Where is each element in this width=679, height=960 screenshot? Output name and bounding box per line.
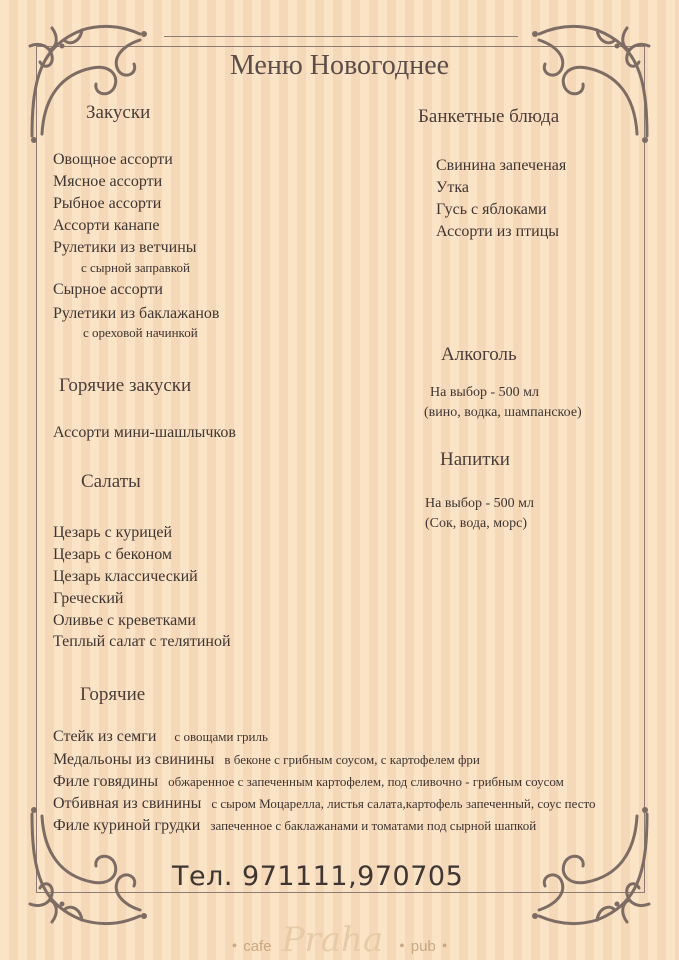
menu-item-note: с сыром Моцарелла, листья салата,картофель запеченный, соус песто <box>211 796 596 811</box>
menu-title: Меню Новогоднее <box>229 50 450 81</box>
menu-item: Цезарь классический <box>53 568 198 585</box>
menu-item <box>53 751 480 769</box>
drinks-line: На выбор - 500 мл <box>425 496 534 511</box>
menu-item: Греческий <box>53 590 124 607</box>
menu-item: Оливье с креветками <box>53 612 196 629</box>
menu-item: Свинина запеченая <box>436 157 567 174</box>
menu-item: Овощное ассорти <box>53 151 173 168</box>
alcohol-line: (вино, водка, шампанское) <box>424 405 582 420</box>
heading-banquet: Банкетные блюда <box>418 106 560 127</box>
menu-item: Ассорти мини-шашлычков <box>53 424 236 441</box>
menu-item-name: Отбивная из свинины <box>53 795 202 812</box>
heading-zakuski: Закуски <box>86 102 151 123</box>
brand-cafe: cafe <box>243 938 272 955</box>
drinks-line: (Сок, вода, морс) <box>425 516 527 531</box>
top-divider <box>164 36 518 37</box>
menu-item-name: Филе куриной грудки <box>53 817 201 834</box>
menu-item: Ассорти канапе <box>53 217 160 234</box>
phone-number: Тел. 971111,970705 <box>172 861 464 892</box>
menu-item: Гусь с яблоками <box>436 201 547 218</box>
brand-name: Praha <box>281 920 384 960</box>
ornament-corner-icon <box>529 806 657 934</box>
menu-item: Цезарь с беконом <box>53 546 173 563</box>
menu-item: Сырное ассорти <box>53 281 163 298</box>
menu-item-note: с сырной заправкой <box>81 260 190 275</box>
heading-hot: Горячие <box>80 684 146 705</box>
menu-item-note: запеченное с баклажанами и томатами под сырной шапкой <box>210 818 537 833</box>
menu-item: Рыбное ассорти <box>53 195 162 212</box>
menu-item <box>53 795 596 813</box>
brand-pub: pub <box>410 938 436 955</box>
heading-hot-snacks: Горячие закуски <box>59 375 192 396</box>
menu-item-name: Филе говядины <box>53 773 159 790</box>
menu-item: Ассорти из птицы <box>436 223 560 240</box>
menu-item-note: с ореховой начинкой <box>83 325 198 340</box>
menu-item-name: Медальоны из свинины <box>53 751 215 768</box>
brand-logo: • cafe Praha • pub • <box>231 920 448 960</box>
menu-item <box>53 773 564 791</box>
menu-item: Утка <box>436 179 469 196</box>
menu-item-note: в беконе с грибным соусом, с картофелем фри <box>224 752 480 767</box>
heading-alcohol: Алкоголь <box>441 344 517 365</box>
menu-item: Цезарь с курицей <box>53 524 173 541</box>
menu-item-note: обжаренное с запеченным картофелем, под сливочно - грибным соусом <box>168 774 564 789</box>
menu-item-note: с овощами гриль <box>174 729 268 744</box>
menu-item: Рулетики из баклажанов <box>53 305 220 322</box>
menu-item: Рулетики из ветчины <box>53 239 197 256</box>
menu-item <box>53 728 268 746</box>
heading-salads: Салаты <box>81 471 141 492</box>
menu-item <box>53 817 536 835</box>
alcohol-line: На выбор - 500 мл <box>430 385 539 400</box>
menu-item-name: Стейк из семги <box>53 728 157 745</box>
heading-drinks: Напитки <box>440 449 510 470</box>
menu-item: Теплый салат с телятиной <box>53 633 231 650</box>
menu-item: Мясное ассорти <box>53 173 163 190</box>
